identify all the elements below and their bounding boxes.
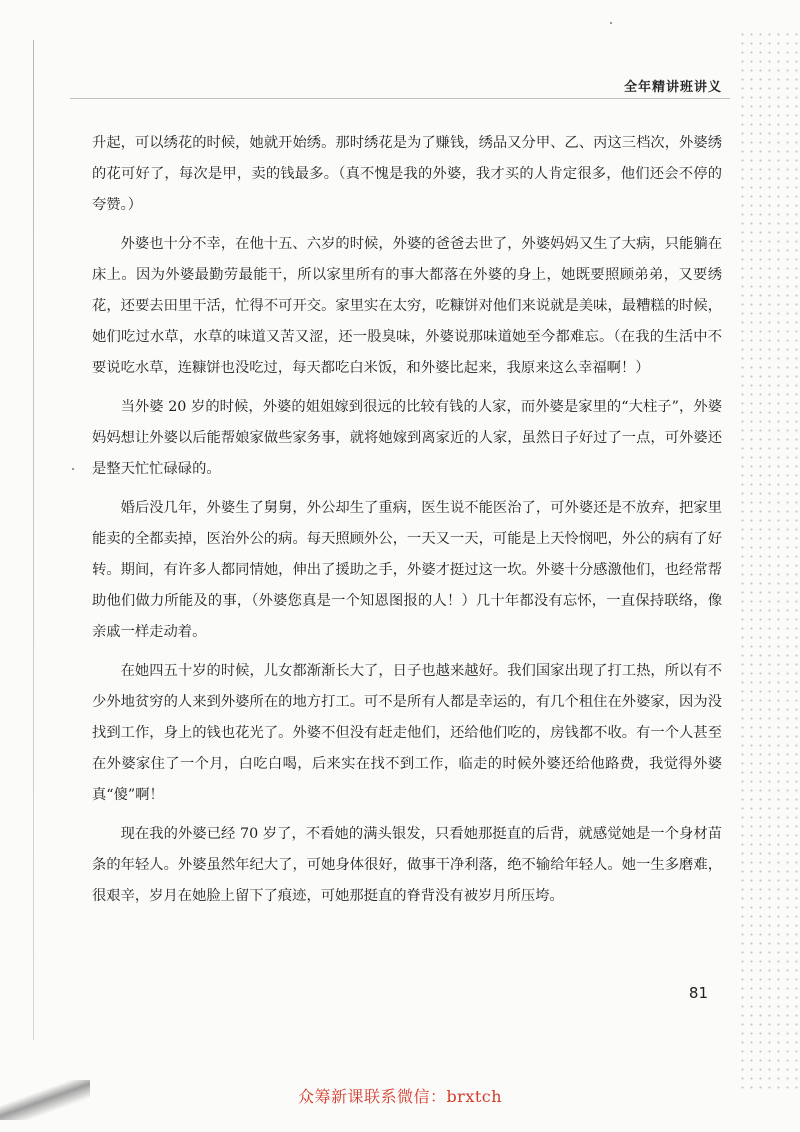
page-number: 81 — [688, 984, 708, 1002]
scan-speck — [610, 22, 612, 24]
paragraph: 婚后没几年，外婆生了舅舅，外公却生了重病，医生说不能医治了，可外婆还是不放弃，把家里能卖的全都卖掉，医治外公的病。每天照顾外公，一天又一天，可能是上天怜悯吧，外公的病有了好转。期间，有许多人都同情她，伸出了援助之手，外婆才挺过这一坎。外婆十分感激他们，也经常帮助他们做力所能及的事，（外婆您真是一个知恩图报的人！）几十年都没有忘怀，一直保持联络，像亲戚一样走动着。 — [92, 500, 722, 640]
header-divider — [70, 98, 730, 99]
watermark-text: 众筹新课联系微信：brxtch — [297, 1087, 503, 1106]
essay-body — [92, 128, 722, 920]
scan-speck — [72, 468, 74, 470]
dotted-margin-band — [738, 30, 800, 1090]
running-header-title: 全年精讲班讲义 — [623, 80, 722, 95]
paragraph: 外婆也十分不幸，在他十五、六岁的时候，外婆的爸爸去世了，外婆妈妈又生了大病，只能躺在床上。因为外婆最勤劳最能干，所以家里所有的事大都落在外婆的身上，她既要照顾弟弟，又要绣花，还要去田里干活，忙得不可开交。家里实在太穷，吃糠饼对他们来说就是美味，最糟糕的时候，她们吃过水草，水草的味道又苦又涩，还一股臭味，外婆说那味道她至今都难忘。（在我的生活中不要说吃水草，连糠饼也没吃过，每天都吃白米饭，和外婆比起来，我原来这么幸福啊！） — [92, 236, 722, 376]
binding-edge-line — [33, 40, 34, 1040]
paragraph: 在她四五十岁的时候，儿女都渐渐长大了，日子也越来越好。我们国家出现了打工热，所以有不少外地贫穷的人来到外婆所在的地方打工。可不是所有人都是幸运的，有几个租住在外婆家，因为没找到工作，身上的钱也花光了。外婆不但没有赶走他们，还给他们吃的，房钱都不收。有一个人甚至在外婆家住了一个月，白吃白喝，后来实在找不到工作，临走的时候外婆还给他路费，我觉得外婆真“傻”啊！ — [92, 663, 722, 803]
paragraph: 现在我的外婆已经 70 岁了，不看她的满头银发，只看她那挺直的后背，就感觉她是一个身材苗条的年轻人。外婆虽然年纪大了，可她身体很好，做事干净利落，绝不输给年轻人。她一生多磨难，很艰辛，岁月在她脸上留下了痕迹，可她那挺直的脊背没有被岁月所压垮。 — [92, 826, 722, 904]
paragraph: 当外婆 20 岁的时候，外婆的姐姐嫁到很远的比较有钱的人家，而外婆是家里的“大柱子”，外婆妈妈想让外婆以后能帮娘家做些家务事，就将她嫁到离家近的人家，虽然日子好过了一点，可外婆还是整天忙忙碌碌的。 — [92, 399, 722, 477]
paragraph-continuation: 升起，可以绣花的时候，她就开始绣。那时绣花是为了赚钱，绣品又分甲、乙、丙这三档次，外婆绣的花可好了，每次是甲，卖的钱最多。（真不愧是我的外婆，我才买的人肯定很多，他们还会不停的夸赞。） — [92, 135, 722, 213]
